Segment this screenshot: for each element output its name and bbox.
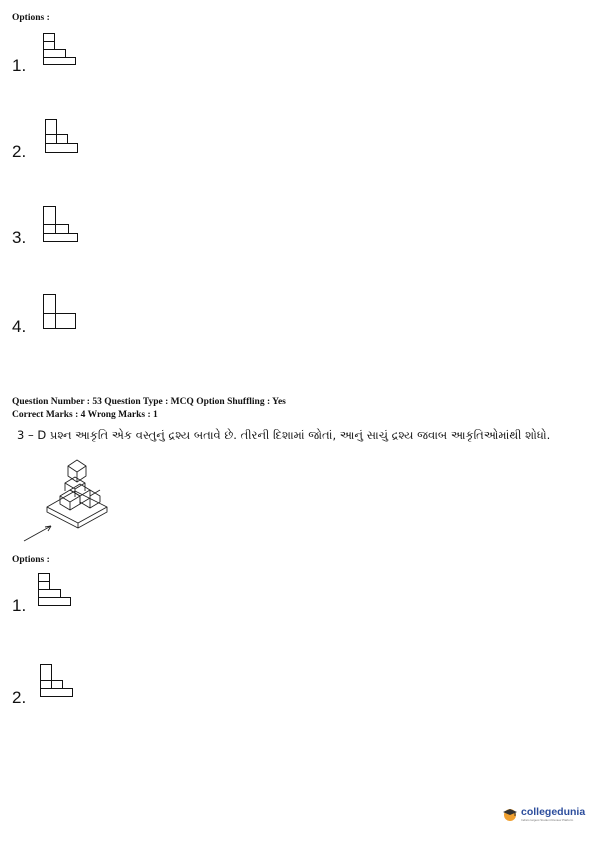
logo-name: collegedunia [521,805,586,818]
option-figure-3[interactable] [43,206,78,242]
option-number-4[interactable]: 4. [12,317,27,336]
option-number-3[interactable]: 3. [12,228,27,247]
question-option-figure-1[interactable] [38,573,72,607]
collegedunia-logo [502,806,585,822]
question-option-number-1[interactable]: 1. [12,596,27,615]
question-meta-line2: Correct Marks : 4 Wrong Marks : 1 [12,410,158,420]
question-option-figure-2[interactable] [40,664,74,698]
option-number-1[interactable]: 1. [12,56,27,75]
option-figure-4[interactable] [43,294,77,330]
question-options-label: Options : [12,555,50,565]
option-figure-2[interactable] [45,119,79,153]
question-meta-line1: Question Number : 53 Question Type : MCQ Option Shuffling : Yes [12,397,286,407]
logo-tagline: India's largest Student Review Platform [521,817,574,822]
option-number-2[interactable]: 2. [12,142,27,161]
question-text: 3 – D પ્રશ્ન આકૃતિ એક વસ્તુનું દ્રશ્ય બતાવે છે. તીરની દિશામાં જોતાં, આનું સાચું દ્રશ્ય જવાબ આકૃતિઓમાંથી શોધો. [17,428,551,442]
option-figure-1[interactable] [43,33,77,65]
question-option-number-2[interactable]: 2. [12,688,27,707]
graduate-cap-icon [502,806,518,822]
options-label: Options : [12,13,50,23]
question-figure [18,455,113,545]
